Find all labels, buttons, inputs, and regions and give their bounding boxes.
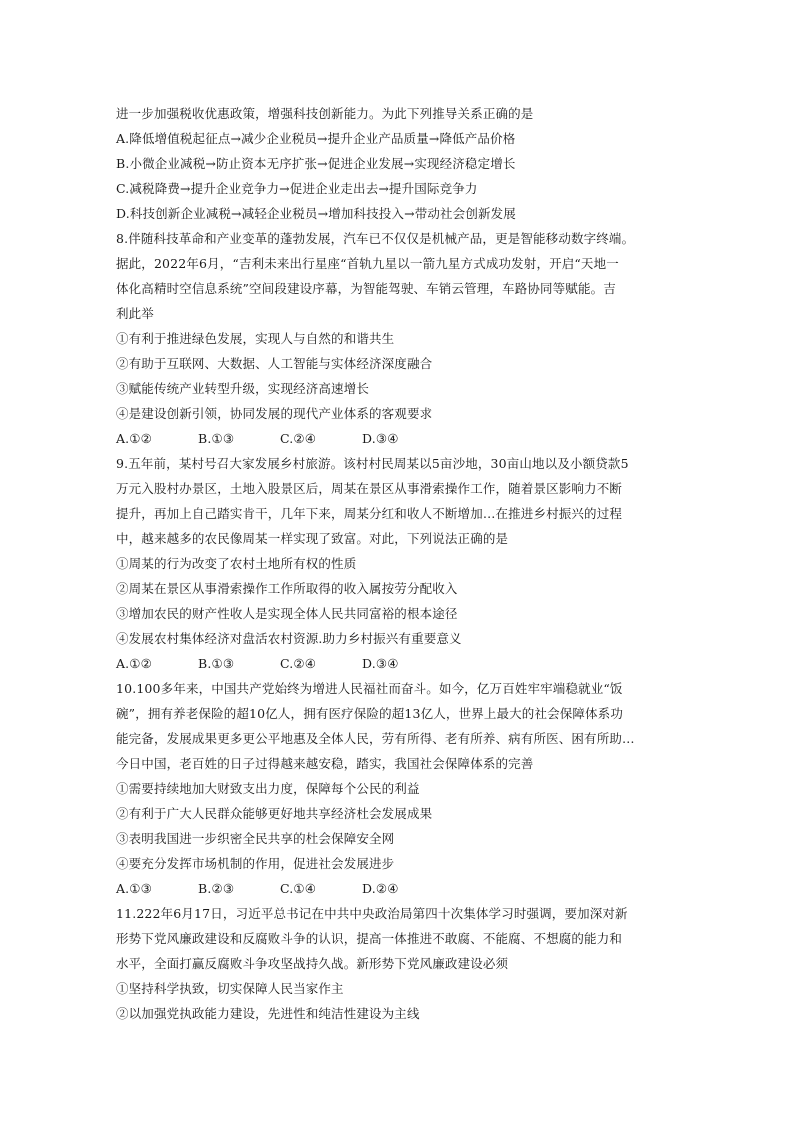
exam-page <box>116 101 686 1026</box>
option-a: A.①③ <box>116 881 153 896</box>
statement-line: ④发展农村集体经济对盘活农村资源.助力乡村振兴有重要意义 <box>116 631 462 646</box>
question-8-stem: 8.伴随科技革命和产业变革的蓬勃发展，汽车已不仅仅是机械产品，更是智能移动数字终端。 <box>116 231 635 246</box>
text-line: 形势下党风廉政建设和反腐败斗争的认识，提高一体推进不敢腐、不能腐、不想腐的能力和 <box>116 931 623 946</box>
option-a: A.①② <box>116 656 153 671</box>
question-9-stem: 9.五年前，某村号召大家发展乡村旅游。该村村民周某以5亩沙地，30亩山地以及小额贷款5 <box>116 456 629 471</box>
text-line: 今日中国，老百姓的日子过得越来越安稳，踏实，我国社会保障体系的完善 <box>116 756 534 771</box>
option-d: D.③④ <box>362 656 399 671</box>
statement-line: ③表明我国进一步织密全民共享的杜会保障安全网 <box>116 831 395 846</box>
text-line: 万元入股村办景区，土地入股景区后，周某在景区从事滑索操作工作，随着景区影响力不断 <box>116 481 623 496</box>
statement-line: ②有助于互联网、大数据、人工智能与实体经济深度融合 <box>116 356 433 371</box>
option-d: D.②④ <box>362 881 399 896</box>
option-c: C.②④ <box>280 431 317 446</box>
text-line: 据此，2022年6月，“吉利未来出行星座“首轨九星以一箭九星方式成功发射，开启“天地一 <box>116 256 619 271</box>
option-line: B.小微企业减税→防止资本无序扩张→促进企业发展→实现经济稳定增长 <box>116 156 516 171</box>
question-9-options <box>116 651 686 676</box>
option-line: D.科技创新企业减税→减轻企业税员→增加科技投入→带动社会创新发展 <box>116 206 516 221</box>
statement-line: ③赋能传统产业转型升级，实现经济高速增长 <box>116 381 370 396</box>
option-b: B.①③ <box>198 656 235 671</box>
statement-line: ③增加农民的财产性收人是实现全体人民共同富裕的根本途径 <box>116 606 458 621</box>
text-line: 碗”，拥有养老保险的超10亿人，拥有医疗保险的超13亿人，世界上最大的社会保障体系功 <box>116 706 624 721</box>
option-line: A.降低增值税起征点→减少企业税员→提升企业产品质量→降低产品价格 <box>116 131 516 146</box>
text-line: 提升，再加上自己踏实肯干，几年下来，周某分红和收人不断增加…在推进乡村振兴的过程 <box>116 506 623 521</box>
text-line: 能完备，发展成果更多更公平地惠及全体人民，劳有所得、老有所养、病有所医、困有所助… <box>116 731 635 746</box>
statement-line: ④要充分发挥市场机制的作用，促进社会发展进步 <box>116 856 395 871</box>
option-a: A.①② <box>116 431 153 446</box>
option-b: B.①③ <box>198 431 235 446</box>
statement-line: ②周某在景区从事滑索操作工作所取得的收入属按劳分配收入 <box>116 581 458 596</box>
option-c: C.②④ <box>280 656 317 671</box>
statement-line: ①坚持科学执致，切实保障人民当家作主 <box>116 981 344 996</box>
statement-line: ①有利于推进绿色发展，实现人与自然的和谐共生 <box>116 331 395 346</box>
question-8-options <box>116 426 686 451</box>
text-line: 进一步加强税收优惠政策，增强科技创新能力。为此下列推导关系正确的是 <box>116 106 534 121</box>
text-line: 利此举 <box>116 306 154 321</box>
option-b: B.②③ <box>198 881 235 896</box>
option-d: D.③④ <box>362 431 399 446</box>
statement-line: ①周某的行为改变了农村土地所有权的性质 <box>116 556 357 571</box>
statement-line: ①需要持续地加大财致支出力度，保障每个公民的利益 <box>116 781 420 796</box>
question-10-stem: 10.100多年来，中国共产党始终为增进人民福社而奋斗。如今，亿万百姓牢牢端稳就业“饭 <box>116 681 623 696</box>
statement-line: ②有利于广大人民群众能够更好地共享经济杜会发展成果 <box>116 806 433 821</box>
statement-line: ②以加强党执政能力建设，先进性和纯洁性建设为主线 <box>116 1006 420 1021</box>
text-line: 中，越来越多的农民像周某一样实现了致富。对此，下列说法正确的是 <box>116 531 509 546</box>
statement-line: ④是建设创新引领，协同发展的现代产业体系的客观要求 <box>116 406 433 421</box>
question-11-stem: 11.222年6月17日，习近平总书记在中共中央政治局第四十次集体学习时强调，要加深对新 <box>116 906 628 921</box>
text-line: 体化高精时空信息系统”空间段建设序幕，为智能驾驶、车销云管理，车路协同等赋能。吉 <box>116 281 616 296</box>
option-c: C.①④ <box>280 881 317 896</box>
question-10-options <box>116 876 686 901</box>
text-line: 水平，全面打赢反腐败斗争攻坚战持久战。新形势下党风廉政建设必须 <box>116 956 509 971</box>
option-line: C.减税降费→提升企业竞争力→促进企业走出去→提升国际竞争力 <box>116 181 478 196</box>
